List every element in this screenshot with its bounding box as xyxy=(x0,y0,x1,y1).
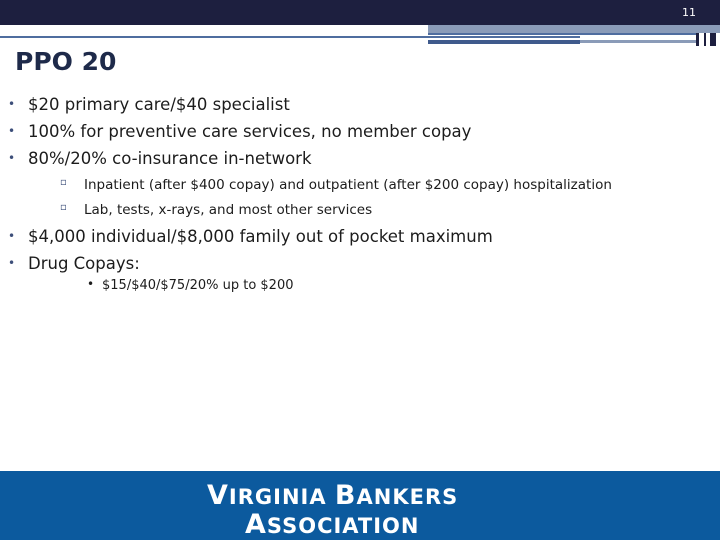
header-bar xyxy=(0,0,720,25)
bullet-text: Drug Copays: xyxy=(28,254,140,273)
header-stripe xyxy=(710,0,716,46)
bullet-text: 80%/20% co-insurance in-network xyxy=(28,149,312,168)
sub-bullet-item xyxy=(60,177,612,193)
logo-line-1: VIRGINIA BANKERS xyxy=(207,480,459,511)
slide-number: 11 xyxy=(682,6,696,19)
bullet-icon: • xyxy=(8,151,16,165)
bullet-item xyxy=(8,149,312,168)
title-rule xyxy=(428,33,696,35)
bullet-icon: • xyxy=(87,277,95,291)
sub-bullet-item xyxy=(60,202,373,218)
bullet-text: 100% for preventive care services, no member copay xyxy=(28,122,472,141)
sub-bullet-text: Lab, tests, x-rays, and most other services xyxy=(84,202,373,218)
bullet-item xyxy=(8,254,140,273)
square-bullet-icon: ▫ xyxy=(60,202,67,213)
bullet-icon: • xyxy=(8,124,16,138)
square-bullet-icon: ▫ xyxy=(60,177,67,188)
sub-bullet-text: Inpatient (after $400 copay) and outpatient (after $200 copay) hospitalization xyxy=(84,177,612,193)
sub-sub-bullet-item xyxy=(87,277,294,293)
bullet-text: $20 primary care/$40 specialist xyxy=(28,95,290,114)
header-stripe xyxy=(704,0,706,46)
bullet-item xyxy=(8,227,493,246)
bullet-icon: • xyxy=(8,97,16,111)
logo-line-2: ASSOCIATION xyxy=(245,509,420,540)
sub-sub-bullet-text: $15/$40/$75/20% up to $200 xyxy=(102,278,294,293)
title-rule xyxy=(0,36,580,38)
header-stripe xyxy=(428,40,580,44)
header-stripe xyxy=(580,40,696,43)
bullet-text: $4,000 individual/$8,000 family out of pocket maximum xyxy=(28,227,493,246)
slide-title: PPO 20 xyxy=(15,47,117,76)
bullet-item xyxy=(8,95,290,114)
association-logo xyxy=(207,482,458,540)
bullet-icon: • xyxy=(8,229,16,243)
bullet-icon: • xyxy=(8,256,16,270)
header-stripe xyxy=(428,25,720,33)
bullet-item xyxy=(8,122,472,141)
header-stripe xyxy=(696,0,699,46)
